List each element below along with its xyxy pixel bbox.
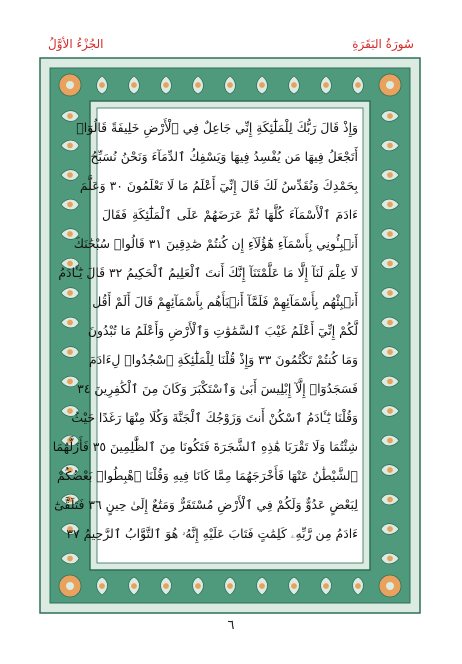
- corner-rosette-center: [386, 582, 394, 590]
- lotus-center: [323, 82, 329, 88]
- lotus-center: [387, 556, 393, 562]
- lotus-center: [195, 82, 201, 88]
- page-number: ٦: [227, 618, 235, 633]
- lotus-center: [67, 320, 73, 326]
- lotus-center: [67, 379, 73, 385]
- ayah-line: ءَادَمُ مِن رَّبِّهِۦ كَلِمَٰتٍ فَتَابَ عَلَيْهِ إِنَّهُۥ هُوَ ٱلتَّوَّابُ ٱلرَّحِيمُ ٣٧: [66, 526, 358, 541]
- ayah-line: شِئْتُمَا وَلَا تَقْرَبَا هَٰذِهِ ٱلشَّجَرَةَ فَتَكُونَا مِنَ ٱلظَّٰلِمِينَ ٣٥ فَأَزَلَّهُمَا: [52, 439, 358, 454]
- lotus-center: [387, 231, 393, 237]
- juz-header: الجُزْءُ الأوَّلُ: [48, 37, 104, 51]
- lotus-center: [67, 349, 73, 355]
- lotus-center: [355, 583, 361, 589]
- lotus-center: [227, 583, 233, 589]
- ayah-line: أَنۢبِئْهُم بِأَسْمَآئِهِمْ فَلَمَّآ أَنۢبَأَهُم بِأَسْمَآئِهِمْ قَالَ أَلَمْ أَقُل: [92, 294, 358, 309]
- lotus-center: [355, 82, 361, 88]
- ayah-line: ٱلشَّيْطَٰنُ عَنْهَا فَأَخْرَجَهُمَا مِمَّا كَانَا فِيهِ وَقُلْنَا ٱهْبِطُوا۟ بَعْضُكُمْ: [57, 468, 358, 483]
- ayah-line: وَإِذْ قَالَ رَبُّكَ لِلْمَلَٰٓئِكَةِ إِنِّي جَاعِلٌ فِي ٱلْأَرْضِ خَلِيفَةً قَالُوٓا۟: [76, 120, 358, 135]
- corner-rosette-center: [66, 582, 74, 590]
- lotus-center: [67, 290, 73, 296]
- lotus-center: [99, 82, 105, 88]
- lotus-center: [387, 143, 393, 149]
- ayah-line: فَسَجَدُوٓا۟ إِلَّآ إِبْلِيسَ أَبَىٰ وَٱسْتَكْبَرَ وَكَانَ مِنَ ٱلْكَٰفِرِينَ ٣٤: [77, 381, 358, 396]
- lotus-center: [99, 583, 105, 589]
- ayah-line: أَتَجْعَلُ فِيهَا مَن يُفْسِدُ فِيهَا وَيَسْفِكُ ٱلدِّمَآءَ وَنَحْنُ نُسَبِّحُ: [90, 149, 358, 164]
- lotus-center: [387, 408, 393, 414]
- ayah-line: وَمَا كُنتُمْ تَكْتُمُونَ ٣٣ وَإِذْ قُلْنَا لِلْمَلَٰٓئِكَةِ ٱسْجُدُوا۟ لِءَادَمَ: [88, 352, 358, 367]
- lotus-center: [387, 349, 393, 355]
- lotus-center: [67, 556, 73, 562]
- lotus-center: [323, 583, 329, 589]
- lotus-center: [387, 261, 393, 267]
- lotus-center: [291, 82, 297, 88]
- lotus-center: [387, 467, 393, 473]
- lotus-center: [387, 438, 393, 444]
- lotus-center: [163, 583, 169, 589]
- corner-rosette-center: [66, 81, 74, 89]
- lotus-center: [131, 583, 137, 589]
- lotus-center: [387, 320, 393, 326]
- lotus-center: [67, 143, 73, 149]
- lotus-center: [131, 82, 137, 88]
- lotus-center: [67, 231, 73, 237]
- lotus-center: [387, 290, 393, 296]
- lotus-center: [387, 497, 393, 503]
- ayah-line: لَّكُمْ إِنِّيٓ أَعْلَمُ غَيْبَ ٱلسَّمَٰوَٰتِ وَٱلْأَرْضِ وَأَعْلَمُ مَا تُبْدُونَ: [87, 323, 358, 338]
- ayah-line: بِحَمْدِكَ وَنُقَدِّسُ لَكَ قَالَ إِنِّيٓ أَعْلَمُ مَا لَا تَعْلَمُونَ ٣٠ وَعَلَّمَ: [79, 178, 358, 193]
- lotus-center: [67, 202, 73, 208]
- lotus-center: [195, 583, 201, 589]
- lotus-center: [227, 82, 233, 88]
- lotus-center: [387, 379, 393, 385]
- lotus-center: [67, 113, 73, 119]
- corner-rosette-center: [386, 81, 394, 89]
- lotus-center: [67, 172, 73, 178]
- lotus-center: [387, 202, 393, 208]
- ayah-line: لِبَعْضٍ عَدُوٌّ وَلَكُمْ فِي ٱلْأَرْضِ مُسْتَقَرٌّ وَمَتَٰعٌ إِلَىٰ حِينٍ ٣٦ فَتَلَقَّىٰٓ: [54, 497, 358, 512]
- lotus-center: [163, 82, 169, 88]
- lotus-center: [259, 583, 265, 589]
- surah-header: سُورَةُ البَقَرَةِ: [352, 37, 414, 51]
- ayah-line: أَنۢبِـُٔونِي بِأَسْمَآءِ هَٰٓؤُلَآءِ إِن كُنتُمْ صَٰدِقِينَ ٣١ قَالُوا۟ سُبْحَٰنَكَ: [73, 236, 358, 251]
- lotus-center: [387, 526, 393, 532]
- lotus-center: [291, 583, 297, 589]
- lotus-center: [259, 82, 265, 88]
- ayah-line: وَقُلْنَا يَٰٓـَٔادَمُ ٱسْكُنْ أَنتَ وَزَوْجُكَ ٱلْجَنَّةَ وَكُلَا مِنْهَا رَغَدًا حَيْثُ: [71, 410, 358, 425]
- quran-text-block: [52, 113, 358, 560]
- ayah-line: ءَادَمَ ٱلْأَسْمَآءَ كُلَّهَا ثُمَّ عَرَضَهُمْ عَلَى ٱلْمَلَٰٓئِكَةِ فَقَالَ: [102, 207, 358, 222]
- lotus-center: [387, 113, 393, 119]
- ayah-line: لَا عِلْمَ لَنَآ إِلَّا مَا عَلَّمْتَنَآ إِنَّكَ أَنتَ ٱلْعَلِيمُ ٱلْحَكِيمُ ٣٢ قَالَ يَٰٓـَٔادَمُ: [58, 265, 358, 280]
- lotus-center: [387, 172, 393, 178]
